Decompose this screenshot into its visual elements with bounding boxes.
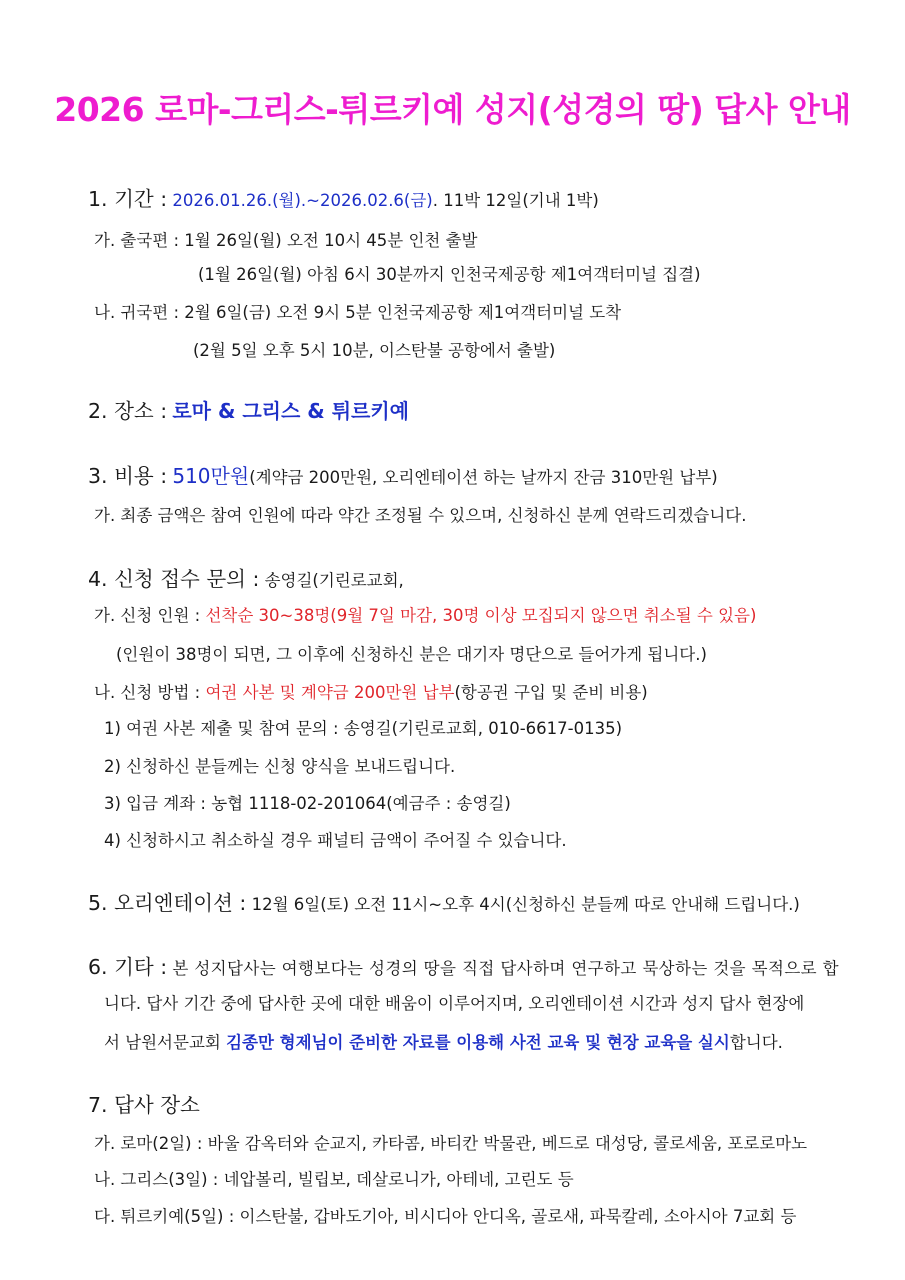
list-item: 다. 튀르키예(5일) : 이스탄불, 갑바도기아, 비시디아 안디옥, 골로새, 파묵칼레, 소아시아 7교회 등 [94,1207,797,1226]
waitlist-note: (인원이 38명이 되면, 그 이후에 신청하신 분은 대기자 명단으로 들어가게 됩니다.) [116,645,707,664]
cost-amount: 510만원 [172,464,250,488]
section-heading: 6. 기타 : [88,955,168,979]
departure-line: 가. 출국편 : 1월 26일(월) 오전 10시 45분 인천 출발 [94,231,478,250]
departure-assembly: (1월 26일(월) 아침 6시 30분까지 인천국제공항 제1여객터미널 집결) [198,265,701,284]
other-text-church: 서 남원서문교회 [104,1033,221,1052]
section-place [88,398,409,424]
method-value: 여권 사본 및 계약금 200만원 납부 [205,683,455,702]
list-item: 가. 로마(2일) : 바울 감옥터와 순교지, 카타콤, 바티칸 박물관, 베드로 대성당, 콜로세움, 포로로마노 [94,1134,808,1153]
application-headcount [94,605,756,627]
other-text-highlight: 김종만 형제님이 준비한 자료를 이용해 사전 교육 및 현장 교육을 실시 [226,1033,730,1052]
other-text-line2: 니다. 답사 기간 중에 답사한 곳에 대한 배움이 이루어지며, 오리엔테이션 시간과 성지 답사 현장에 [104,994,805,1013]
place-value: 로마 & 그리스 & 튀르키예 [172,399,409,423]
application-method [94,682,648,704]
period-dates: 2026.01.26.(월).~2026.02.6(금) [172,191,433,210]
section-heading: 5. 오리엔테이션 : [88,891,247,915]
list-item: 2) 신청하신 분들께는 신청 양식을 보내드립니다. [104,757,456,776]
return-line: 나. 귀국편 : 2월 6일(금) 오전 9시 5분 인천국제공항 제1여객터미널 도착 [94,303,622,322]
other-text-line3 [104,1032,783,1054]
section-sites-heading: 7. 답사 장소 [88,1093,200,1117]
cost-detail: (계약금 200만원, 오리엔테이션 하는 날까지 잔금 310만원 납부) [249,468,718,487]
list-item: 1) 여권 사본 제출 및 참여 문의 : 송영길(기린로교회, 010-6617-0135) [104,719,623,738]
section-heading: 3. 비용 : [88,464,168,488]
list-item: 나. 그리스(3일) : 네압볼리, 빌립보, 데살로니가, 아테네, 고린도 등 [94,1170,574,1189]
return-departure: (2월 5일 오후 5시 10분, 이스탄불 공항에서 출발) [193,341,556,360]
section-heading: 4. 신청 접수 문의 : [88,567,260,591]
headcount-value: 선착순 30~38명(9월 7일 마감, 30명 이상 모집되지 않으면 취소될 수 있음) [205,606,757,625]
method-note: (항공권 구입 및 준비 비용) [454,683,648,702]
section-application [88,566,404,592]
cost-note: 가. 최종 금액은 참여 인원에 따라 약간 조정될 수 있으며, 신청하신 분께 연락드리겠습니다. [94,506,747,525]
other-text-end: 합니다. [729,1033,783,1052]
section-orientation [88,890,800,916]
section-other [88,954,839,980]
method-label: 나. 신청 방법 : [94,683,201,702]
list-item: 4) 신청하시고 취소하실 경우 패널티 금액이 주어질 수 있습니다. [104,831,567,850]
section-cost [88,463,718,489]
period-nights: . 11박 12일(기내 1박) [432,191,599,210]
headcount-label: 가. 신청 인원 : [94,606,201,625]
other-text-line1: 본 성지답사는 여행보다는 성경의 땅을 직접 답사하며 연구하고 묵상하는 것을 목적으로 합 [172,959,839,978]
section-period [88,186,599,212]
list-item: 3) 입금 계좌 : 농협 1118-02-201064(예금주 : 송영길) [104,794,511,813]
section-heading: 2. 장소 : [88,399,168,423]
contact-name: 송영길(기린로교회, [264,571,404,590]
page-title: 2026 로마-그리스-튀르키예 성지(성경의 땅) 답사 안내 [54,90,851,129]
section-heading: 1. 기간 : [88,187,168,211]
orientation-value: 12월 6일(토) 오전 11시~오후 4시(신청하신 분들께 따로 안내해 드립니다.) [251,895,800,914]
